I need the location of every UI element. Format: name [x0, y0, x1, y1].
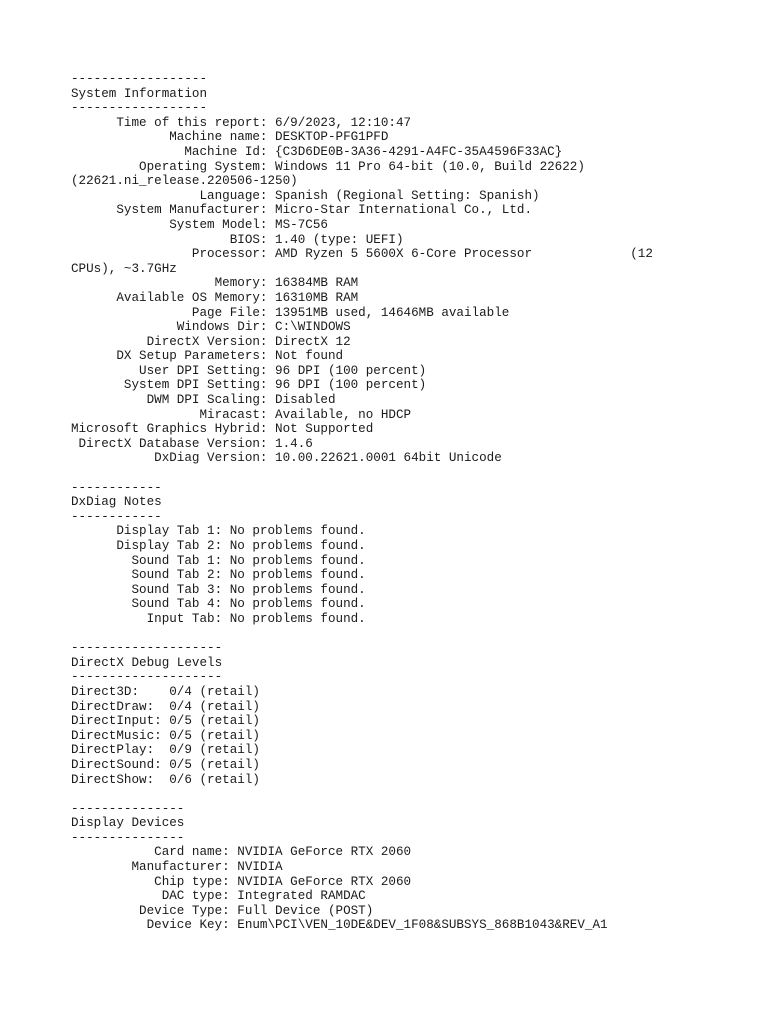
report-line: DirectDraw: 0/4 (retail): [71, 699, 260, 714]
report-line: [71, 787, 761, 802]
report-line: Direct3D: 0/4 (retail): [71, 684, 260, 699]
report-line: System DPI Setting: 96 DPI (100 percent): [71, 378, 427, 393]
report-line: DirectSound: 0/5 (retail): [71, 757, 260, 772]
report-line: (22621.ni_release.220506-1250): [71, 174, 298, 189]
report-line: Card name: NVIDIA GeForce RTX 2060: [71, 845, 412, 860]
report-line: Sound Tab 3: No problems found.: [71, 582, 366, 597]
report-line: Manufacturer: NVIDIA: [71, 860, 283, 875]
report-line: Sound Tab 2: No problems found.: [71, 568, 366, 583]
report-line: Device Key: Enum\PCI\VEN_10DE&DEV_1F08&SUBSYS_868B1043&REV_A1: [71, 918, 608, 933]
report-line: ------------------: [71, 72, 208, 86]
report-line: Chip type: NVIDIA GeForce RTX 2060: [71, 874, 412, 889]
report-line: DirectInput: 0/5 (retail): [71, 714, 260, 729]
report-line: Miracast: Available, no HDCP: [71, 407, 412, 422]
report-line: DAC type: Integrated RAMDAC: [71, 889, 366, 904]
report-line: ------------: [71, 480, 162, 495]
report-line: DirectX Debug Levels: [71, 655, 223, 670]
report-line: Display Tab 1: No problems found.: [71, 524, 366, 539]
report-line: ------------: [71, 509, 162, 524]
report-line: Time of this report: 6/9/2023, 12:10:47: [71, 115, 412, 130]
report-line: BIOS: 1.40 (type: UEFI): [71, 232, 404, 247]
report-line: Sound Tab 1: No problems found.: [71, 553, 366, 568]
report-line: CPUs), ~3.7GHz: [71, 261, 177, 276]
report-line: Available OS Memory: 16310MB RAM: [71, 290, 359, 305]
report-line: Windows Dir: C:\WINDOWS: [71, 320, 351, 335]
report-line: Device Type: Full Device (POST): [71, 903, 374, 918]
dxdiag-report: [71, 72, 761, 933]
report-line: Sound Tab 4: No problems found.: [71, 597, 366, 612]
report-line: System Model: MS-7C56: [71, 217, 328, 232]
report-line: System Information: [71, 86, 208, 101]
report-line: DirectShow: 0/6 (retail): [71, 772, 260, 787]
report-line: User DPI Setting: 96 DPI (100 percent): [71, 363, 427, 378]
report-line: ---------------: [71, 801, 185, 816]
report-line: DxDiag Notes: [71, 495, 162, 510]
report-line: Operating System: Windows 11 Pro 64-bit (10.0, Build 22622): [71, 159, 585, 174]
report-line: Language: Spanish (Regional Setting: Spanish): [71, 188, 540, 203]
report-line: DWM DPI Scaling: Disabled: [71, 393, 336, 408]
report-line: Display Devices: [71, 816, 185, 831]
report-line: Microsoft Graphics Hybrid: Not Supported: [71, 422, 374, 437]
report-line: [71, 466, 761, 481]
report-line: DirectX Database Version: 1.4.6: [71, 436, 313, 451]
report-line: Machine name: DESKTOP-PFG1PFD: [71, 130, 389, 145]
report-line: Input Tab: No problems found.: [71, 611, 366, 626]
report-line: --------------------: [71, 641, 223, 656]
report-line: DX Setup Parameters: Not found: [71, 349, 344, 364]
report-line: DirectPlay: 0/9 (retail): [71, 743, 260, 758]
report-line: Memory: 16384MB RAM: [71, 276, 359, 291]
report-line: ------------------: [71, 101, 208, 116]
report-line: DxDiag Version: 10.00.22621.0001 64bit Unicode: [71, 451, 502, 466]
report-line: Machine Id: {C3D6DE0B-3A36-4291-A4FC-35A4596F33AC}: [71, 144, 563, 159]
report-line: DirectMusic: 0/5 (retail): [71, 728, 260, 743]
report-line: Processor: AMD Ryzen 5 5600X 6-Core Processor (12: [71, 247, 653, 262]
report-line: Display Tab 2: No problems found.: [71, 539, 366, 553]
report-line: Page File: 13951MB used, 14646MB available: [71, 305, 510, 320]
report-line: System Manufacturer: Micro-Star International Co., Ltd.: [71, 203, 533, 218]
report-line: ---------------: [71, 830, 185, 845]
report-line: --------------------: [71, 670, 223, 685]
report-line: DirectX Version: DirectX 12: [71, 334, 351, 349]
report-line: [71, 627, 761, 642]
